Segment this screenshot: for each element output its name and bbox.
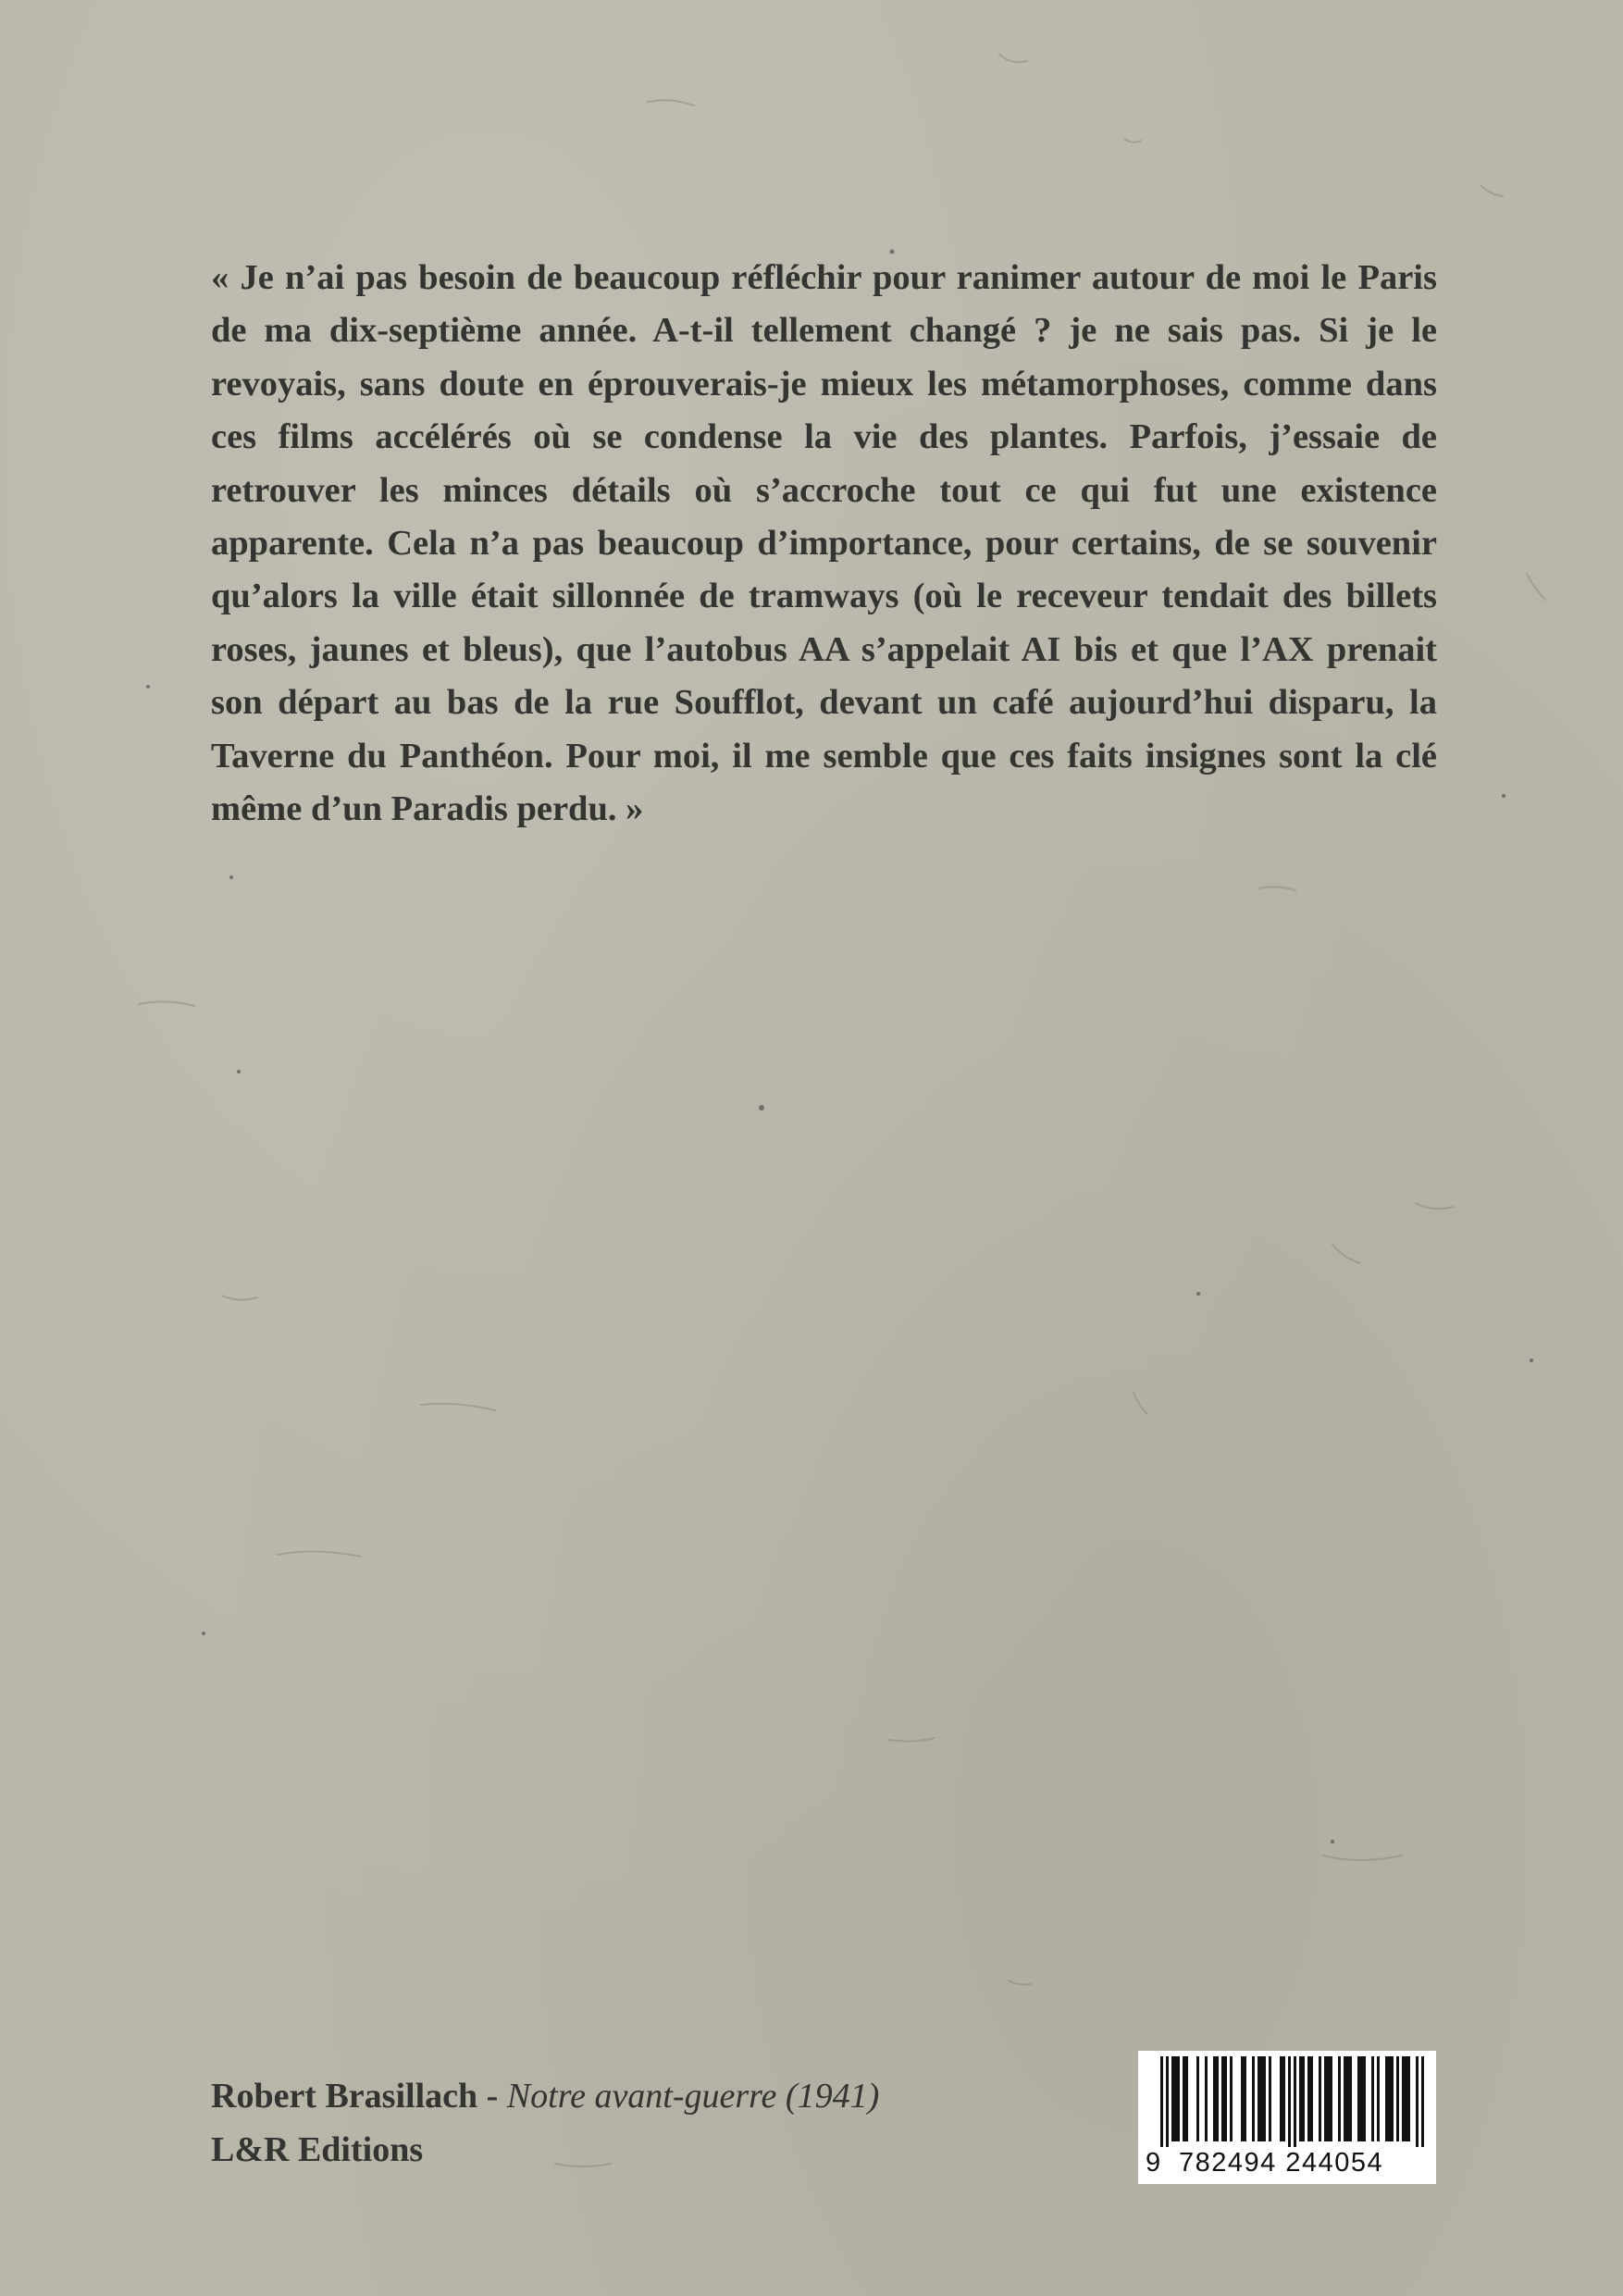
barcode-bar [1288, 2056, 1291, 2147]
publisher-name: L&R Editions [211, 2130, 424, 2169]
barcode-bar [1260, 2056, 1263, 2141]
barcode-bar [1324, 2056, 1327, 2141]
barcode-bar [1230, 2056, 1233, 2141]
barcode-remaining-digits: 782494 244054 [1179, 2148, 1384, 2178]
barcode-bar [1319, 2056, 1321, 2141]
barcode-bar [1307, 2056, 1310, 2141]
author-name: Robert Brasillach [211, 2077, 478, 2116]
barcode-bar [1166, 2056, 1169, 2147]
barcode-bar [1174, 2056, 1177, 2141]
barcode-bar [1421, 2056, 1424, 2147]
barcode-bar [1363, 2056, 1366, 2141]
barcode-bar [1224, 2056, 1227, 2141]
barcode-bar [1196, 2056, 1199, 2141]
barcode-bar [1310, 2056, 1313, 2141]
barcode-bar [1357, 2056, 1360, 2141]
barcode-bar [1371, 2056, 1374, 2141]
credit-block [211, 2069, 879, 2177]
barcode-bar [1269, 2056, 1271, 2141]
barcode-bar [1416, 2056, 1419, 2147]
work-title: Notre avant-guerre (1941) [506, 2077, 880, 2116]
isbn-barcode [1138, 2051, 1436, 2184]
barcode-bar [1396, 2056, 1399, 2141]
barcode-bar [1388, 2056, 1391, 2141]
barcode-bar [1241, 2056, 1244, 2141]
barcode-bar [1391, 2056, 1394, 2141]
barcode-bar [1346, 2056, 1349, 2141]
barcode-bar [1294, 2056, 1296, 2147]
barcode-bar [1402, 2056, 1405, 2141]
barcode-bar [1171, 2056, 1174, 2141]
barcode-bar [1338, 2056, 1341, 2141]
barcode-bar [1360, 2056, 1363, 2141]
barcode-bar [1385, 2056, 1388, 2141]
barcode-bar [1280, 2056, 1282, 2141]
barcode-bar [1299, 2056, 1302, 2141]
barcode-bar [1407, 2056, 1410, 2141]
barcode-bar [1344, 2056, 1346, 2141]
barcode-first-digit: 9 [1146, 2148, 1161, 2178]
barcode-bar [1221, 2056, 1224, 2141]
credit-separator: - [477, 2077, 507, 2116]
barcode-bar [1282, 2056, 1285, 2141]
barcode-bar [1216, 2056, 1219, 2141]
barcode-bar [1349, 2056, 1352, 2141]
barcode-bar [1183, 2056, 1185, 2141]
barcode-bar [1213, 2056, 1216, 2141]
barcode-bar [1160, 2056, 1163, 2147]
barcode-bar [1258, 2056, 1260, 2141]
barcode-bars [1138, 2051, 1436, 2147]
barcode-bar [1330, 2056, 1332, 2141]
back-cover-quote: « Je n’ai pas besoin de beaucoup réfléchir pour ranimer autour de moi le Paris de ma dix-septième année. A-t-il tellement changé ? je ne sais pas. Si je le revoyais, sans doute en éprouverais-je mieux les métamorphoses, comme dans ces films accélérés où se condense la vie des plantes. Parfois, j’essaie de retrouver les minces détails où s’accroche tout ce qui fut une existence apparente. Cela n’a pas beaucoup d’importance, pour certains, de se souvenir qu’alors la ville était sillonnée de tramways (où le receveur tendait des billets roses, jaunes et bleus), que l’autobus AA s’appelait AI bis et que l’AX prenait son départ au bas de la rue Soufflot, devant un café aujourd’hui disparu, la Taverne du Panthéon. Pour moi, il me semble que ces faits insignes sont la clé même d’un Paradis perdu. » [211, 258, 1437, 829]
barcode-bar [1177, 2056, 1180, 2141]
barcode-bar [1327, 2056, 1330, 2141]
barcode-bar [1185, 2056, 1188, 2141]
barcode-bar [1405, 2056, 1407, 2141]
barcode-bar [1252, 2056, 1255, 2141]
barcode-digits [1138, 2147, 1436, 2178]
barcode-bar [1205, 2056, 1208, 2141]
barcode-bar [1263, 2056, 1266, 2141]
barcode-bar [1377, 2056, 1380, 2141]
author-work-line [211, 2069, 879, 2123]
barcode-bar [1244, 2056, 1246, 2141]
barcode-bar [1302, 2056, 1305, 2141]
